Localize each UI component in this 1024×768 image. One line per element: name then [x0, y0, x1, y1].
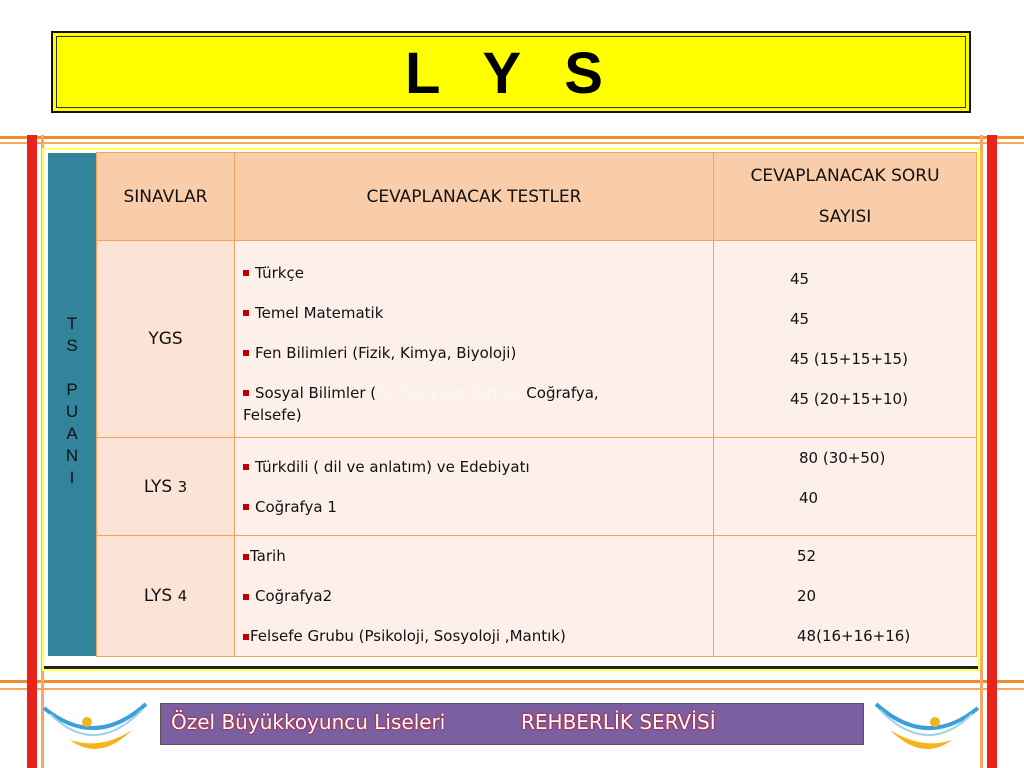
count-value: 80 (30+50) [799, 449, 886, 467]
right-orange-bar [980, 135, 983, 768]
bullet-icon [243, 634, 249, 640]
side-label-column [48, 153, 96, 656]
top-divider-line-inner [0, 142, 1024, 144]
footer-banner [160, 703, 864, 745]
header-tests: CEVAPLANACAK TESTLER [235, 153, 714, 241]
list-item: Felsefe Grubu (Psikoloji, Sosyoloji ,Mantık) [243, 616, 713, 656]
bullet-icon [243, 554, 249, 560]
count-value: 40 [799, 489, 819, 507]
right-red-bar [987, 135, 997, 768]
counts-cell [714, 438, 977, 536]
exam-table [96, 152, 977, 657]
count-value: 45 [790, 310, 810, 328]
header-question-count: CEVAPLANACAK SORU SAYISI [714, 153, 977, 241]
service-name: REHBERLİK SERVİSİ [521, 710, 716, 734]
list-item: Türkçe [243, 253, 713, 293]
list-item: Fen Bilimleri (Fizik, Kimya, Biyoloji) [243, 333, 713, 373]
school-name: Özel Büyükkoyuncu Liseleri [171, 710, 446, 734]
exam-name: YGS [97, 241, 235, 438]
bullet-icon [243, 390, 249, 396]
page-title: L Y S [405, 41, 617, 106]
count-value: 48(16+16+16) [797, 627, 911, 645]
list-item: Coğrafya 1 [243, 487, 713, 527]
counts-cell [714, 241, 977, 438]
list-item: Coğrafya2 [243, 576, 713, 616]
table-header-row [97, 153, 977, 241]
counts-cell [714, 536, 977, 657]
table-row [97, 536, 977, 657]
side-label-text: T S P U A N I [65, 314, 79, 487]
bullet-icon [243, 464, 249, 470]
bullet-icon [243, 504, 249, 510]
list-item: Tarih [243, 536, 713, 576]
table-row [97, 241, 977, 438]
header-exams: SINAVLAR [97, 153, 235, 241]
bullet-icon [243, 350, 249, 356]
count-value: 45 [790, 270, 810, 288]
title-banner [51, 31, 971, 113]
bullet-icon [243, 594, 249, 600]
bottom-divider-line [0, 680, 1024, 683]
tests-cell [235, 241, 714, 438]
top-divider-line [0, 136, 1024, 139]
school-logo-right-icon [872, 700, 982, 756]
exam-name: LYS 3 [97, 438, 235, 536]
list-item: Türkdili ( dil ve anlatım) ve Edebiyatı [243, 447, 713, 487]
list-item: Sosyal Bilimler (Tarih,İnkılap Tarihi), Coğrafya, Felsefe) [243, 383, 599, 424]
bullet-icon [243, 270, 249, 276]
tests-cell [235, 438, 714, 536]
bottom-divider-line-inner [0, 688, 1024, 690]
bullet-icon [243, 310, 249, 316]
count-value: 52 [797, 547, 817, 565]
count-value: 20 [797, 587, 817, 605]
table-row [97, 438, 977, 536]
tests-cell [235, 536, 714, 657]
count-value: 45 (15+15+15) [790, 350, 908, 368]
list-item: Temel Matematik [243, 293, 713, 333]
count-value: 45 (20+15+10) [790, 390, 908, 408]
exam-name: LYS 4 [97, 536, 235, 657]
left-red-bar [27, 135, 37, 768]
school-logo-left-icon [40, 700, 150, 756]
